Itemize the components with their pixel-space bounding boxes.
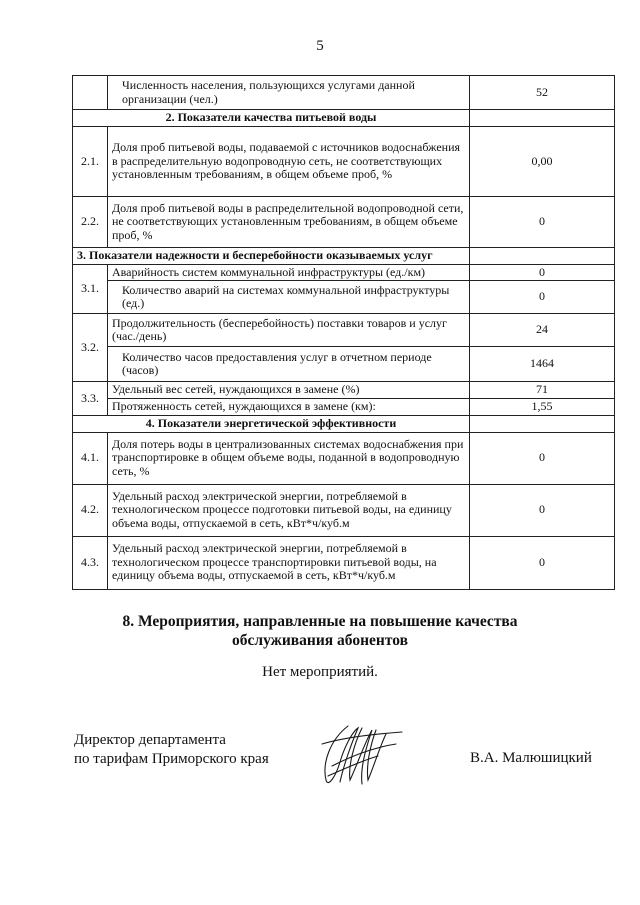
- row-value: 24: [470, 314, 615, 347]
- section-2-title: 2. Показатели качества питьевой воды: [73, 110, 470, 127]
- table-row: [73, 264, 615, 281]
- table-row: [73, 197, 615, 248]
- section-8-heading-line2: обслуживания абонентов: [232, 632, 408, 649]
- row-label: Удельный вес сетей, нуждающихся в замене (%): [108, 382, 470, 399]
- row-label: Количество аварий на системах коммунальной инфраструктуры (ед.): [108, 281, 470, 314]
- row-value: 0: [470, 536, 615, 589]
- table-row: [73, 432, 615, 484]
- row-number: 2.2.: [73, 197, 108, 248]
- row-label: Количество часов предоставления услуг в отчетном периоде (часов): [108, 347, 470, 382]
- row-number: 4.2.: [73, 484, 108, 536]
- table-row: [73, 314, 615, 347]
- row-value: 0: [470, 281, 615, 314]
- row-value: 0: [470, 484, 615, 536]
- row-label: Доля проб питьевой воды в распределительной водопроводной сети, не соответствующих установленным требованиям, в общем объеме проб, %: [108, 197, 470, 248]
- table-row: [73, 382, 615, 399]
- row-label: Удельный расход электрической энергии, потребляемой в технологическом процессе подготовки питьевой воды, на единицу объема воды, отпускаемой в сеть, кВт*ч/куб.м: [108, 484, 470, 536]
- table-row: [73, 347, 615, 382]
- indicators-table: [72, 75, 615, 590]
- table-row: [73, 76, 615, 110]
- row-label: Аварийность систем коммунальной инфраструктуры (ед./км): [108, 264, 470, 281]
- handwritten-signature: [318, 718, 408, 793]
- signer-title-line1: Директор департамента: [74, 732, 226, 748]
- section-header: [73, 416, 615, 433]
- table-row: [73, 536, 615, 589]
- page-number: 5: [316, 38, 324, 54]
- row-number: 3.1.: [73, 264, 108, 314]
- row-label: Удельный расход электрической энергии, потребляемой в технологическом процессе транспортировки питьевой воды, на единицу объема воды, отпускаемой в сеть, кВт*ч/куб.м: [108, 536, 470, 589]
- row-number: [73, 76, 108, 110]
- row-label: Протяженность сетей, нуждающихся в замене (км):: [108, 399, 470, 416]
- row-value: 71: [470, 382, 615, 399]
- row-label: Продолжительность (бесперебойность) поставки товаров и услуг (час./день): [108, 314, 470, 347]
- row-label: Доля проб питьевой воды, подаваемой с источников водоснабжения в распределительную водопроводную сеть, не соответствующих установленным требованиям, в общем объеме проб, %: [108, 127, 470, 197]
- row-value: 1464: [470, 347, 615, 382]
- row-number: 3.3.: [73, 382, 108, 416]
- section-header: [73, 248, 615, 265]
- table-row: [73, 399, 615, 416]
- section-3-title: 3. Показатели надежности и бесперебойности оказываемых услуг: [73, 248, 470, 265]
- section-8-heading-line1: 8. Мероприятия, направленные на повышение качества: [122, 613, 518, 630]
- row-label: Численность населения, пользующихся услугами данной организации (чел.): [108, 76, 470, 110]
- row-value: 52: [470, 76, 615, 110]
- row-value: 1,55: [470, 399, 615, 416]
- signer-name: В.А. Малюшицкий: [470, 750, 592, 766]
- table-row: [73, 484, 615, 536]
- row-number: 4.1.: [73, 432, 108, 484]
- row-number: 2.1.: [73, 127, 108, 197]
- table-row: [73, 281, 615, 314]
- row-number: 4.3.: [73, 536, 108, 589]
- row-value: 0: [470, 264, 615, 281]
- table-row: [73, 127, 615, 197]
- row-value: 0,00: [470, 127, 615, 197]
- signer-title-line2: по тарифам Приморского края: [74, 751, 269, 767]
- row-number: 3.2.: [73, 314, 108, 382]
- section-8-body: Нет мероприятий.: [262, 664, 378, 680]
- row-value: 0: [470, 432, 615, 484]
- row-label: Доля потерь воды в централизованных системах водоснабжения при транспортировке в общем объеме воды, поданной в водопроводную сеть, %: [108, 432, 470, 484]
- signer-title: [74, 731, 269, 769]
- section-header: [73, 110, 615, 127]
- section-4-title: 4. Показатели энергетической эффективности: [73, 416, 470, 433]
- section-8-heading: [0, 612, 640, 650]
- row-value: 0: [470, 197, 615, 248]
